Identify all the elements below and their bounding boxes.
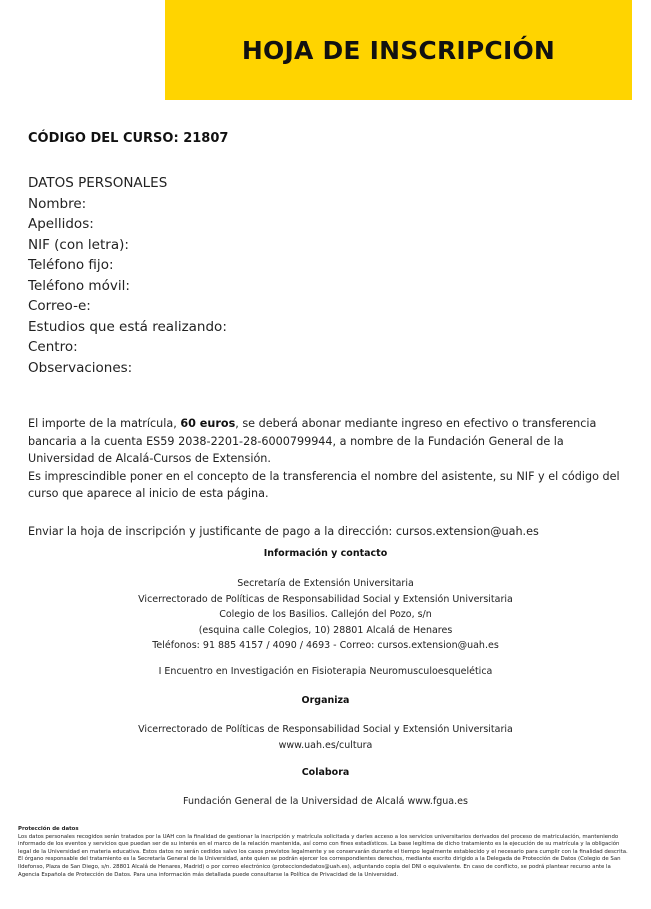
field-apellidos: Apellidos:	[28, 216, 94, 232]
colabora-section	[0, 767, 651, 778]
privacy-title: Protección de datos	[18, 826, 79, 832]
contact-lines	[0, 576, 651, 654]
send-instructions: Enviar la hoja de inscripción y justificante de pago a la dirección: cursos.extension@uah.es	[28, 525, 539, 538]
contact-line: Teléfonos: 91 885 4157 / 4090 / 4693 - Correo: cursos.extension@uah.es	[152, 640, 499, 651]
course-code: CÓDIGO DEL CURSO: 21807	[28, 131, 229, 146]
field-telefono-movil: Teléfono móvil:	[28, 277, 130, 294]
organiza-section	[0, 695, 651, 706]
field-nombre: Nombre:	[28, 195, 87, 212]
page-title: HOJA DE INSCRIPCIÓN	[241, 35, 556, 65]
personal-data-section	[28, 173, 227, 378]
contact-line: (esquina calle Colegios, 10) 28801 Alcalá de Henares	[198, 624, 453, 636]
contact-line: Colegio de los Basilios. Callejón del Pozo, s/n	[219, 609, 432, 620]
field-telefono-fijo: Teléfono fijo:	[28, 257, 114, 273]
organiza-heading: Organiza	[301, 695, 350, 706]
organiza-url: www.uah.es/cultura	[278, 739, 373, 751]
field-correo: Correo-e:	[28, 298, 91, 314]
title-banner	[165, 0, 632, 100]
payment-text-start: El importe de la matrícula,	[28, 417, 181, 430]
contact-section	[0, 548, 651, 559]
field-observaciones: Observaciones:	[28, 359, 133, 376]
event-name: I Encuentro en Investigación en Fisioterapia Neuromusculoesquelética	[158, 666, 493, 677]
colabora-lines	[0, 794, 651, 810]
colabora-line: Fundación General de la Universidad de Alcalá www.fgua.es	[183, 796, 468, 807]
event-name-block	[0, 664, 651, 680]
organiza-line: Vicerrectorado de Políticas de Responsabilidad Social y Extensión Universitaria	[138, 724, 513, 735]
contact-heading: Información y contacto	[263, 548, 388, 559]
payment-amount: 60 euros	[180, 417, 236, 430]
contact-line: Secretaría de Extensión Universitaria	[237, 578, 414, 589]
privacy-notice	[18, 826, 633, 879]
payment-paragraph	[28, 415, 628, 468]
privacy-text: Los datos personales recogidos serán tratados por la UAH con la finalidad de gestionar la inscripción y matrícula solicitada y darles acceso a los servicios universitarios derivados del proceso de matriculación, manteniendo informado de los eventos y servicios que puedan ser de su interés en el marco de la relación mantenida, así como con fines estadísticos. La base legítima de dicho tratamiento es la ejecución de su matrícula y la obligación legal de la Universidad en materia educativa. Estos datos no serán cedidos salvo los casos previstos legalmente y se conservarán durante el tiempo legalmente establecido y el necesario para cumplir con la finalidad descrita. El órgano responsable del tratamiento es la Secretaría General de la Universidad, ante quien se podrán ejercer los correspondientes derechos, mediante escrito dirigido a la Delegada de Protección de Datos (Colegio de San Ildefonso, Plaza de San Diego, s/n. 28801 Alcalá de Henares, Madrid) o por correo electrónico (protecciondedatos@uah.es), adjuntando copia del DNI o equivalente. En caso de conflicto, se podrá plantear recurso ante la Agencia Española de Protección de Datos. Para una información más detallada puede consultarse la Política de Privacidad de la Universidad.	[18, 833, 628, 878]
personal-data-heading: DATOS PERSONALES	[28, 175, 168, 191]
payment-text-end: , se deberá abonar mediante ingreso en efectivo o transferencia bancaria a la cuenta ES59 2038-2201-28-6000799944, a nombre de la Fundación General de la Universidad de Alcalá-Cursos de Extensión.	[28, 417, 597, 465]
field-nif: NIF (con letra):	[28, 236, 129, 253]
field-centro: Centro:	[28, 339, 78, 355]
payment-info	[28, 415, 628, 503]
organiza-lines	[0, 722, 651, 753]
payment-concept-note: Es imprescindible poner en el concepto de la transferencia el nombre del asistente, su NIF y el código del curso que aparece al inicio de esta página.	[28, 469, 620, 500]
contact-line: Vicerrectorado de Políticas de Responsabilidad Social y Extensión Universitaria	[138, 593, 513, 605]
field-estudios: Estudios que está realizando:	[28, 318, 227, 335]
colabora-heading: Colabora	[301, 767, 350, 778]
